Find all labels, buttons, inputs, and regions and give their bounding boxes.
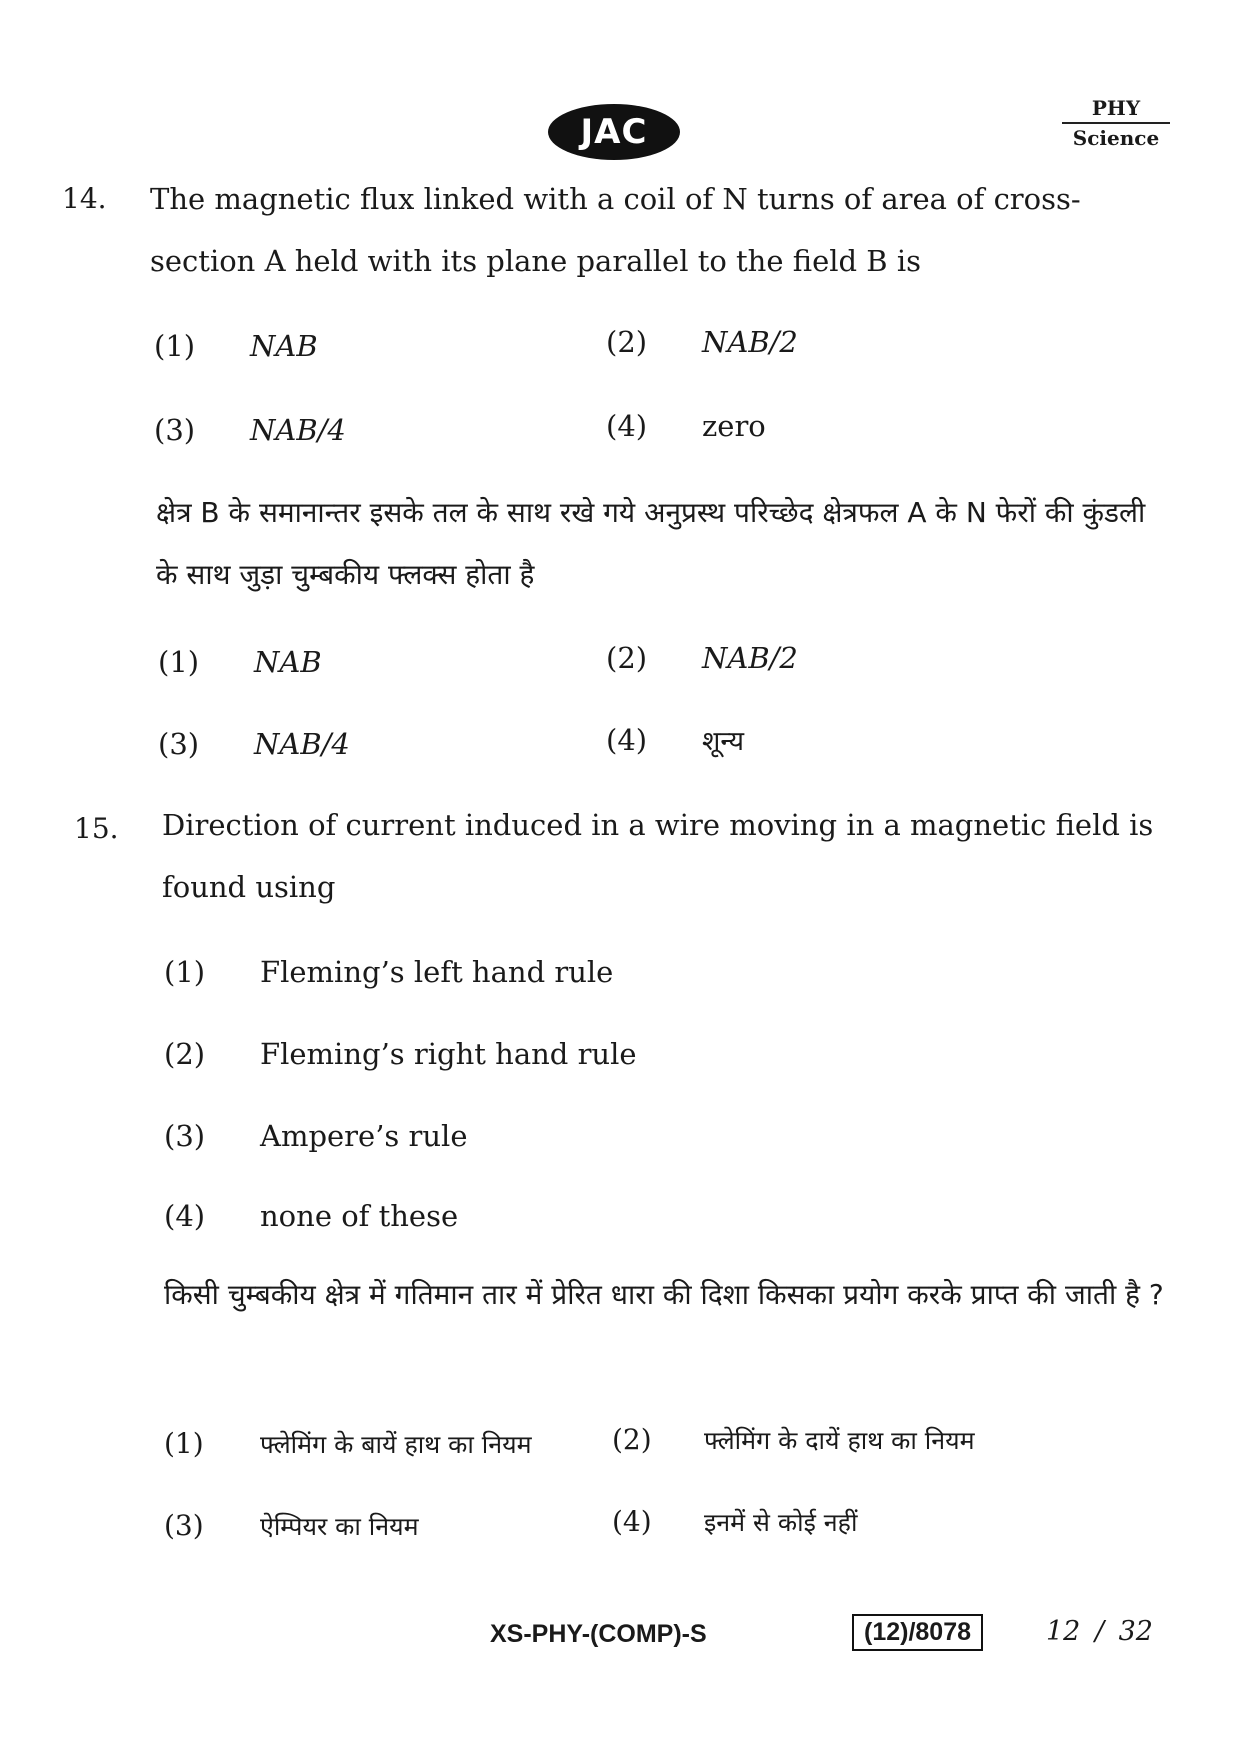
question-15-number: 15. [74,812,119,845]
question-14-number: 14. [62,182,107,215]
q14-hindi-option-4-value: शून्य [702,726,744,757]
q14-option-4-value: zero [702,409,766,443]
question-15-hindi-text: किसी चुम्बकीय क्षेत्र में गतिमान तार में प्रेरित धारा की दिशा किसका प्रयोग करके प्राप्त की जाती है ? [164,1278,1164,1311]
q15-option-1-number: (1) [164,955,206,989]
q14-hindi-option-4-number: (4) [606,723,648,757]
q15-hindi-option-2-value: फ्लेमिंग के दायें हाथ का नियम [704,1426,975,1455]
subject-label [1056,96,1176,150]
q15-hindi-option-1 [164,1424,532,1464]
q14-option-2-number: (2) [606,325,648,359]
q15-hindi-option-2 [612,1420,975,1460]
question-14-text: The magnetic flux linked with a coil of N turns of area of cross-section A held with its plane parallel to the field B is [150,182,1081,278]
q14-option-4 [606,406,766,446]
q15-option-4-value: none of these [260,1199,459,1233]
q15-hindi-option-4 [612,1502,857,1542]
q15-option-1-value: Fleming’s left hand rule [260,955,614,989]
subject-divider [1062,122,1170,124]
q15-hindi-option-3 [164,1506,419,1546]
q14-option-1 [154,326,318,366]
q14-hindi-option-2-number: (2) [606,641,648,675]
q14-option-2-value: NAB/2 [702,325,798,359]
q15-option-1 [164,952,613,992]
q14-hindi-option-1-number: (1) [158,645,200,679]
q14-option-1-value: NAB [250,329,318,363]
q15-option-2-number: (2) [164,1037,206,1071]
subject-name: Science [1072,126,1160,150]
q14-hindi-option-4 [606,720,744,760]
question-14-hindi-text: क्षेत्र B के समानान्तर इसके तल के साथ रखे गये अनुप्रस्थ परिच्छेद क्षेत्रफल A के N फेरों की कुंडली के साथ जुड़ा चुम्बकीय फ्लक्स होता है [156,496,1146,591]
paper-code: XS-PHY-(COMP)-S [490,1620,707,1648]
q14-hindi-option-2-value: NAB/2 [702,641,798,675]
q14-hindi-option-3-number: (3) [158,727,200,761]
q14-option-2 [606,322,798,362]
q14-option-3-value: NAB/4 [250,413,346,447]
q14-hindi-option-3-value: NAB/4 [254,727,350,761]
q15-hindi-option-4-number: (4) [612,1505,652,1538]
q14-hindi-option-3 [158,724,350,764]
q15-hindi-option-1-number: (1) [164,1427,204,1460]
paper-set-code: (12)/8078 [852,1614,983,1651]
q14-hindi-option-1-value: NAB [254,645,322,679]
q15-option-3-number: (3) [164,1119,206,1153]
q14-hindi-option-2 [606,638,798,678]
q14-option-3 [154,410,346,450]
q15-option-2-value: Fleming’s right hand rule [260,1037,637,1071]
q15-hindi-option-2-number: (2) [612,1423,652,1456]
q14-option-3-number: (3) [154,413,196,447]
q15-option-2 [164,1034,637,1074]
q14-option-4-number: (4) [606,409,648,443]
q15-option-3-value: Ampere’s rule [260,1119,468,1153]
q15-hindi-option-3-number: (3) [164,1509,204,1542]
subject-code: PHY [1091,96,1141,120]
q15-hindi-option-3-value: ऐम्पियर का नियम [260,1512,419,1541]
q14-hindi-option-1 [158,642,322,682]
q14-option-1-number: (1) [154,329,196,363]
page-number: 12 / 32 [1046,1616,1153,1647]
q15-option-4 [164,1196,458,1236]
q15-hindi-option-4-value: इनमें से कोई नहीं [704,1508,858,1537]
q15-option-3 [164,1116,468,1156]
jac-logo: JAC [548,104,680,160]
q15-option-4-number: (4) [164,1199,206,1233]
question-15-text: Direction of current induced in a wire moving in a magnetic field is found using [162,808,1154,904]
q15-hindi-option-1-value: फ्लेमिंग के बायें हाथ का नियम [260,1430,532,1459]
